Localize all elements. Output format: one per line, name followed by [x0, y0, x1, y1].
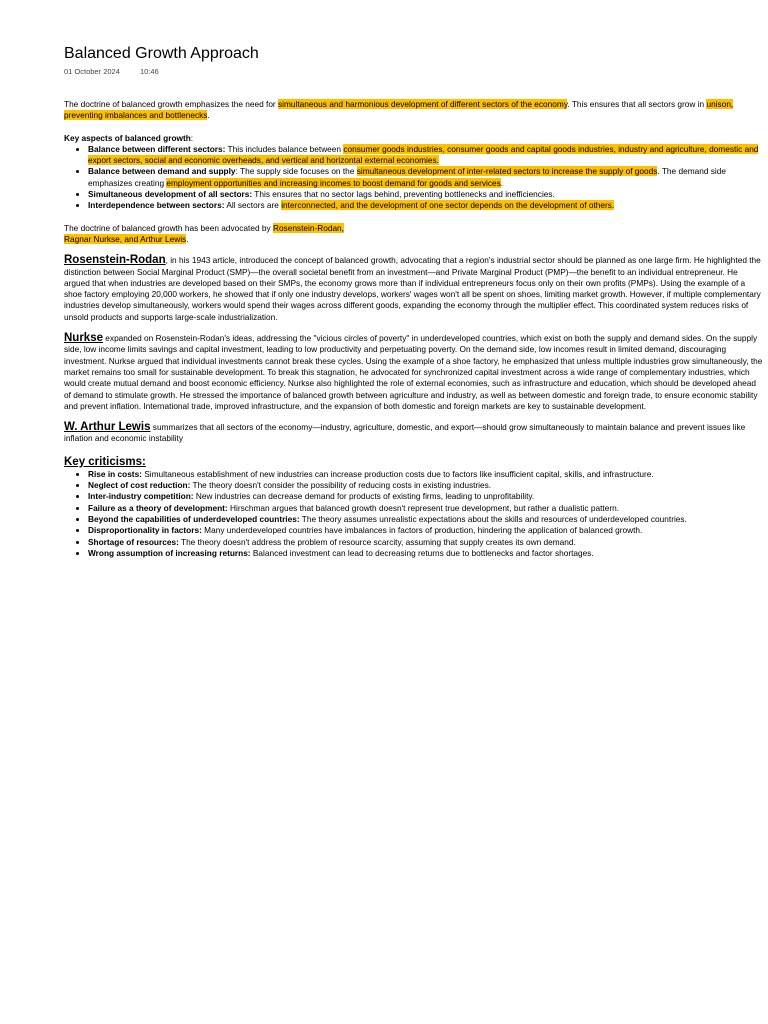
page-title[interactable]: Balanced Growth Approach: [64, 45, 259, 62]
aspect-text: . The demand side emphasizes creating: [88, 166, 726, 188]
criticism-item: [88, 469, 764, 480]
advocates-highlight-1: Rosenstein-Rodan,: [272, 222, 344, 233]
aspect-highlight: employment opportunities and increasing incomes to boost demand for goods and services: [166, 177, 501, 188]
intro-highlight-1: simultaneous and harmonious development of different sectors of the economy: [278, 99, 568, 109]
criticism-text: Balanced investment can lead to decreasing returns due to bottlenecks and factor shortages.: [250, 547, 594, 558]
aspect-text: .: [500, 177, 504, 188]
criticism-label: Inter-industry competition:: [88, 491, 194, 502]
note-body[interactable]: [64, 99, 764, 559]
lewis-text: summarizes that all sectors of the economy—industry, agriculture, domestic, and export—should grow simultaneously to maintain balance and prevent issues like inflation and economic instability: [64, 422, 746, 444]
aspects-heading-colon: :: [190, 132, 194, 143]
aspect-item: [88, 200, 764, 211]
criticism-text: The theory doesn't address the problem of resource scarcity, assuming that supply creates its own demand.: [178, 536, 576, 547]
criticism-label: Wrong assumption of increasing returns:: [88, 547, 251, 558]
criticism-item: [88, 491, 764, 502]
criticism-item: [88, 514, 764, 525]
criticism-label: Neglect of cost reduction:: [88, 480, 191, 491]
aspect-label: Balance between different sectors:: [88, 143, 226, 154]
advocates-text: The doctrine of balanced growth has been advocated by: [64, 222, 273, 233]
rosenstein-paragraph: [64, 255, 764, 323]
criticism-text: New industries can decrease demand for products of existing firms, leading to unprofitability.: [193, 491, 535, 502]
criticisms-list: [64, 469, 764, 559]
aspects-heading: [64, 133, 764, 144]
aspect-item: [88, 144, 764, 167]
rosenstein-text: , in his 1943 article, introduced the concept of balanced growth, advocating that a region's industrial sector should be planned as one large firm. He highlighted the distinction between Social Marginal Product (SMP)—the overall societal benefit from an investment—and Private Marginal Product (PMP)—the benefit to an individual entrepreneur. He argued that when industries are developed based on their SMPs, the economy grows more than if individual entrepreneurs focus only on their own profits (PMPs). Using the example of a shoe factory employing 20,000 workers, he showed that if only one industry develops, workers' wages won't all be spent on shoes, limiting market growth. However, if multiple complementary industries develop simultaneously, workers would spend their wages across different goods, expanding the economy through the multiplier effect. This coordinated system reduces risks of unsold products and supports large-scale industrialization.: [64, 255, 761, 322]
nurkse-heading: Nurkse: [64, 332, 103, 345]
criticism-text: The theory doesn't consider the possibility of reducing costs in existing industries.: [190, 480, 492, 491]
page-date: 01 October 2024: [64, 67, 120, 76]
criticism-text: Simultaneous establishment of new industries can increase production costs due to factors like insufficient capital, skills, and infrastructure.: [141, 468, 654, 479]
aspect-text: All sectors are: [224, 200, 282, 211]
advocates-highlight-2: Ragnar Nurkse, and Arthur Lewis: [64, 233, 187, 244]
aspects-heading-label: Key aspects of balanced growth: [64, 132, 191, 143]
intro-highlight-2: unison, preventing imbalances and bottlenecks: [64, 99, 734, 121]
aspect-label: Interdependence between sectors:: [88, 200, 225, 211]
aspect-highlight: consumer goods industries, consumer goods and capital goods industries, industry and agriculture, domestic and export sectors, social and economic overheads, and vertical and horizontal external economies.: [88, 143, 759, 166]
advocates-text-end: .: [186, 233, 189, 244]
note-page: [64, 44, 764, 559]
criticism-item: [88, 480, 764, 491]
aspect-label: Balance between demand and supply: [88, 166, 236, 177]
aspect-text: : The supply side focuses on the: [235, 166, 357, 177]
aspect-highlight: interconnected, and the development of one sector depends on the development of others.: [281, 200, 615, 211]
aspect-label: Simultaneous development of all sectors:: [88, 189, 253, 200]
advocates-paragraph: [64, 223, 764, 246]
lewis-paragraph: [64, 422, 764, 445]
page-meta: [64, 67, 764, 76]
criticism-label: Beyond the capabilities of underdeveloped countries:: [88, 513, 300, 524]
criticism-item: [88, 537, 764, 548]
aspect-item: [88, 166, 764, 189]
page-time: 10:46: [139, 67, 159, 76]
criticism-item: [88, 525, 764, 536]
criticism-text: Hirschman argues that balanced growth doesn't represent true development, but rather a dualistic pattern.: [227, 502, 620, 513]
criticism-text: Many underdeveloped countries have imbalances in factors of production, hindering the application of balanced growth.: [201, 525, 643, 536]
intro-text-3: .: [207, 110, 210, 121]
criticism-text: The theory assumes unrealistic expectations about the skills and resources of underdeveloped countries.: [299, 513, 687, 524]
intro-text-2: . This ensures that all sectors grow in: [567, 99, 707, 109]
criticisms-heading: Key criticisms:: [64, 455, 146, 468]
rosenstein-heading: Rosenstein-Rodan: [64, 254, 166, 267]
intro-text-1: The doctrine of balanced growth emphasizes the need for: [64, 99, 279, 109]
criticism-label: Rise in costs:: [88, 468, 142, 479]
lewis-heading: W. Arthur Lewis: [64, 421, 151, 434]
aspects-list: [64, 144, 764, 212]
aspect-highlight: simultaneous development of inter-related sectors to increase the supply of goods: [356, 166, 658, 177]
criticism-label: Disproportionality in factors:: [88, 525, 202, 536]
aspect-text: This ensures that no sector lags behind, preventing bottlenecks and inefficiencies.: [252, 189, 555, 200]
aspect-text: This includes balance between: [225, 143, 344, 154]
nurkse-text: expanded on Rosenstein-Rodan's ideas, addressing the "vicious circles of poverty" in underdeveloped countries, which exist on both the supply and demand sides. On the supply side, low income limits savings and capital investment, leading to low productivity and perpetuating poverty. On the demand side, low incomes result in limited demand, discouraging investment. Nurkse argued that individual investments cannot break these cycles. Using the example of a shoe factory, he emphasized that unless multiple industries grow simultaneously, the market remains too small for sustainable development. To break this stagnation, he advocated for synchronized capital investment across a wide range of complementary industries, which would create mutual demand and boost economic efficiency. Nurkse also highlighted the role of external economies, such as infrastructure and education, which should be developed ahead of demand to stimulate growth. He stressed the importance of balanced growth between agriculture and industry, as well as between domestic and foreign trade, to ensure economic stability and prevent inflation. International trade, improved infrastructure, and the expansion of both domestic and foreign markets are key to sustainable development.: [64, 333, 763, 411]
criticism-label: Failure as a theory of development:: [88, 502, 228, 513]
aspect-item: [88, 189, 764, 200]
criticism-label: Shortage of resources:: [88, 536, 179, 547]
intro-paragraph: [64, 99, 764, 122]
criticism-item: [88, 503, 764, 514]
nurkse-paragraph: [64, 333, 764, 412]
criticism-item: [88, 548, 764, 559]
